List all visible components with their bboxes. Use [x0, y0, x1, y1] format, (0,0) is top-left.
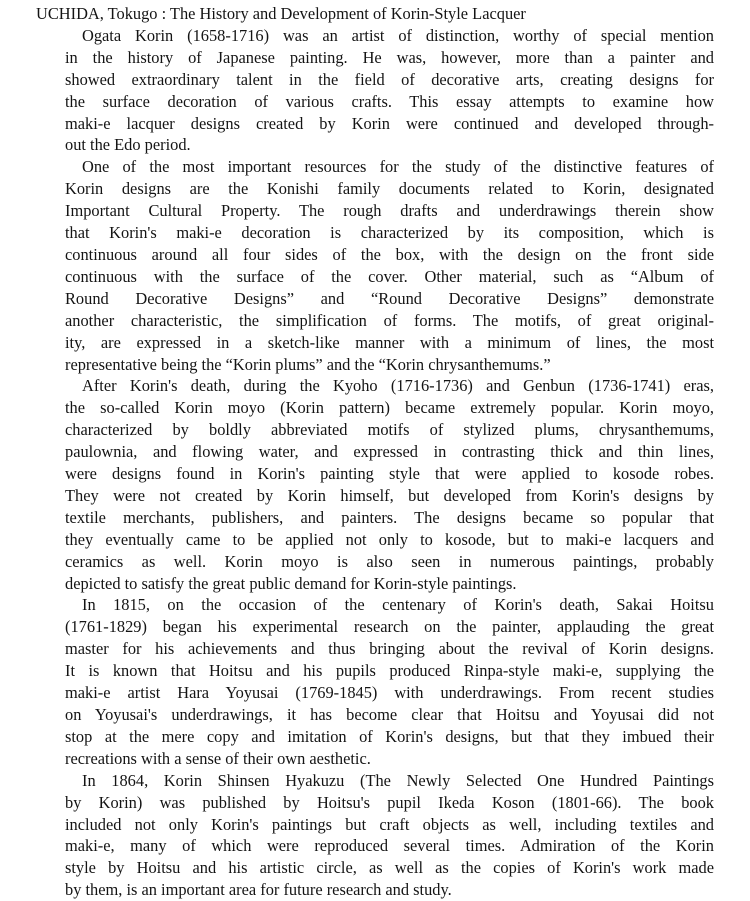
paragraph: [36, 594, 714, 769]
text-line: by Korin) was published by Hoitsu's pupil Ikeda Koson (1801-66). The book: [65, 792, 714, 812]
text-line: ity, are expressed in a sketch-like manner with a minimum of lines, the most: [65, 332, 714, 352]
text-line: the surface decoration of various crafts. This essay attempts to examine how: [65, 91, 714, 111]
paragraph: [36, 375, 714, 594]
text-line: by them, is an important area for future research and study.: [65, 880, 452, 900]
article-heading: UCHIDA, Tokugo : The History and Development of Korin-Style Lacquer: [36, 4, 526, 23]
text-line: After Korin's death, during the Kyoho (1716-1736) and Genbun (1736-1741) eras,: [82, 376, 714, 396]
text-line: on Yoyusai's underdrawings, it has become clear that Hoitsu and Yoyusai did not: [65, 705, 714, 724]
text-line: the so-called Korin moyo (Korin pattern) became extremely popular. Korin moyo,: [65, 398, 714, 418]
text-line: (1761-1829) began his experimental research on the painter, applauding the great: [65, 617, 714, 637]
text-line: another characteristic, the simplification of forms. The motifs, of great original-: [65, 310, 714, 330]
text-line: They were not created by Korin himself, but developed from Korin's designs by: [65, 485, 714, 505]
text-line: characterized by boldly abbreviated motifs of stylized plums, chrysanthemums,: [65, 420, 714, 440]
text-line: they eventually came to be applied not only to kosode, but to maki-e lacquers and: [65, 529, 714, 549]
text-line: Important Cultural Property. The rough drafts and underdrawings therein show: [65, 201, 714, 221]
text-line: were designs found in Korin's painting style that were applied to kosode robes.: [65, 464, 714, 484]
text-line: Ogata Korin (1658-1716) was an artist of distinction, worthy of special mention: [82, 25, 714, 45]
text-line: continuous with the surface of the cover. Other material, such as “Album of: [65, 266, 714, 286]
text-line: depicted to satisfy the great public demand for Korin-style paintings.: [65, 573, 517, 593]
text-line: showed extraordinary talent in the field of decorative arts, creating designs for: [65, 69, 714, 89]
text-line: In 1815, on the occasion of the centenary of Korin's death, Sakai Hoitsu: [82, 595, 714, 615]
text-line: stop at the mere copy and imitation of Korin's designs, but that they imbued their: [65, 726, 714, 746]
text-line: paulownia, and flowing water, and expressed in contrasting thick and thin lines,: [65, 442, 714, 462]
text-line: style by Hoitsu and his artistic circle, as well as the copies of Korin's work made: [65, 858, 714, 878]
text-line: One of the most important resources for the study of the distinctive features of: [82, 157, 714, 177]
text-line: maki-e lacquer designs created by Korin were continued and developed through-: [65, 113, 714, 133]
text-line: continuous around all four sides of the box, with the design on the front side: [65, 244, 714, 264]
text-line: that Korin's maki-e decoration is characterized by its composition, which is: [65, 223, 714, 243]
text-line: Round Decorative Designs” and “Round Decorative Designs” demonstrate: [65, 288, 714, 308]
text-line: Korin designs are the Konishi family documents related to Korin, designated: [65, 179, 714, 199]
text-line: ceramics as well. Korin moyo is also seen in numerous paintings, probably: [65, 551, 714, 571]
paragraph: [36, 156, 714, 375]
text-line: textile merchants, publishers, and painters. The designs became so popular that: [65, 507, 714, 527]
text-line: representative being the “Korin plums” and the “Korin chrysanthemums.”: [65, 354, 551, 374]
text-line: out the Edo period.: [65, 135, 191, 155]
paragraph: [36, 25, 714, 156]
article-body: [36, 25, 714, 901]
text-line: included not only Korin's paintings but craft objects as well, including textiles and: [65, 814, 714, 834]
text-line: maki-e, many of which were reproduced several times. Admiration of the Korin: [65, 836, 714, 856]
text-line: It is known that Hoitsu and his pupils produced Rinpa-style maki-e, supplying the: [65, 661, 714, 681]
text-line: In 1864, Korin Shinsen Hyakuzu (The Newly Selected One Hundred Paintings: [82, 770, 714, 790]
paragraph: [36, 770, 714, 901]
text-line: recreations with a sense of their own aesthetic.: [65, 748, 371, 768]
text-line: maki-e artist Hara Yoyusai (1769-1845) with underdrawings. From recent studies: [65, 683, 714, 703]
text-line: master for his achievements and thus bringing about the revival of Korin designs.: [65, 639, 714, 659]
text-line: in the history of Japanese painting. He was, however, more than a painter and: [65, 47, 714, 67]
